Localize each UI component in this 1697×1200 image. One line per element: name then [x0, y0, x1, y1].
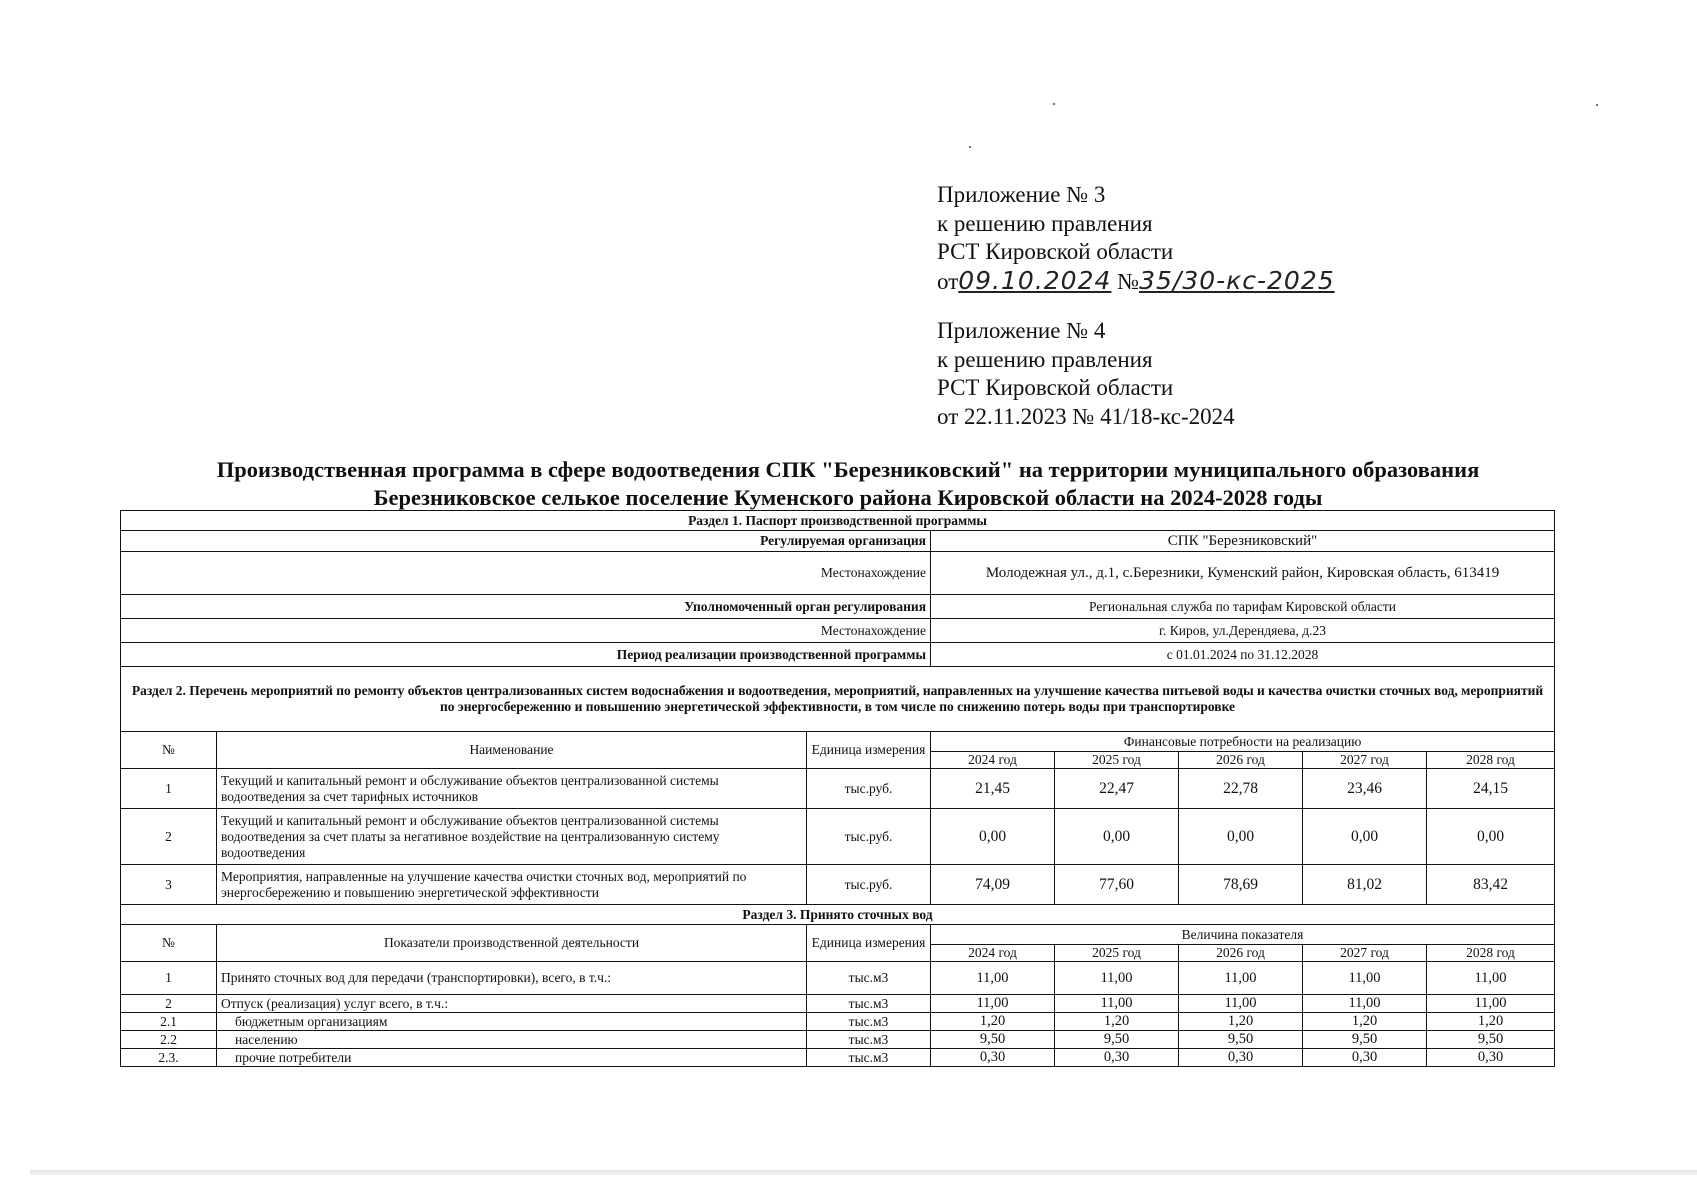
section-3-heading: Раздел 3. Принято сточных вод: [121, 905, 1555, 925]
indicator-name: Принято сточных вод для передачи (транспортировки), всего, в т.ч.:: [217, 962, 807, 995]
measure-value: 83,42: [1427, 865, 1555, 905]
year-header: 2027 год: [1303, 945, 1427, 962]
indicator-name: населению: [217, 1031, 807, 1049]
indicator-number: 2.1: [121, 1013, 217, 1031]
indicator-value: 11,00: [1303, 995, 1427, 1013]
indicator-value: 11,00: [1055, 962, 1179, 995]
title-line-1: Производственная программа в сфере водоотведения СПК "Березниковский" на территории муниципального образования: [216, 457, 1480, 482]
indicator-name: прочие потребители: [217, 1049, 807, 1067]
column-name-header: Показатели производственной деятельности: [217, 925, 807, 962]
indicator-unit: тыс.м3: [807, 962, 931, 995]
column-number-header: №: [121, 732, 217, 769]
scan-speck: [1596, 104, 1598, 106]
section-1-heading-row: [121, 511, 1555, 531]
appendix-4-title: Приложение № 4: [937, 318, 1106, 343]
indicator-row: [121, 1013, 1555, 1031]
measure-value: 81,02: [1303, 865, 1427, 905]
indicator-value: 11,00: [1055, 995, 1179, 1013]
measure-unit: тыс.руб.: [807, 809, 931, 865]
year-header: 2026 год: [1179, 752, 1303, 769]
indicator-value: 9,50: [1179, 1031, 1303, 1049]
indicator-number: 2.2: [121, 1031, 217, 1049]
handwritten-date: 09.10.2024: [958, 265, 1112, 295]
year-header: 2024 год: [931, 945, 1055, 962]
appendix-3-date-line: [937, 267, 1335, 297]
section-2-heading-row: [121, 667, 1555, 732]
indicator-value: 11,00: [1427, 995, 1555, 1013]
passport-label: Период реализации производственной программы: [121, 643, 931, 667]
title-line-2: Березниковское селькое поселение Куменского района Кировской области на 2024-2028 годы: [373, 485, 1323, 510]
indicator-unit: тыс.м3: [807, 995, 931, 1013]
indicator-row: [121, 1031, 1555, 1049]
year-header: 2028 год: [1427, 752, 1555, 769]
column-name-header: Наименование: [217, 732, 807, 769]
section-3-heading-row: [121, 905, 1555, 925]
indicator-row: [121, 1049, 1555, 1067]
indicator-value: 11,00: [931, 995, 1055, 1013]
year-header: 2028 год: [1427, 945, 1555, 962]
handwritten-number: 35/30-кс-2025: [1139, 265, 1335, 295]
indicator-value: 1,20: [1303, 1013, 1427, 1031]
measure-value: 0,00: [1303, 809, 1427, 865]
measure-name: Текущий и капитальный ремонт и обслуживание объектов централизованной системы водоотведения за счет платы за негативное воздействие на централизованную систему водоотведения: [217, 809, 807, 865]
measure-value: 0,00: [931, 809, 1055, 865]
column-unit-header: Единица измерения: [807, 732, 931, 769]
measure-row: [121, 809, 1555, 865]
scan-edge: [30, 1170, 1697, 1175]
passport-label: Местонахождение: [121, 619, 931, 643]
appendix-4-block: [937, 317, 1235, 431]
scan-speck: [1053, 103, 1055, 105]
indicator-number: 2: [121, 995, 217, 1013]
passport-value: Региональная служба по тарифам Кировской области: [931, 595, 1555, 619]
indicator-value: 0,30: [931, 1049, 1055, 1067]
indicator-value: 9,50: [931, 1031, 1055, 1049]
measure-unit: тыс.руб.: [807, 865, 931, 905]
passport-value: г. Киров, ул.Дерендяева, д.23: [931, 619, 1555, 643]
year-header: 2025 год: [1055, 752, 1179, 769]
measure-name: Мероприятия, направленные на улучшение качества очистки сточных вод, мероприятий по энергосбережению и повышению энергетической эффективности: [217, 865, 807, 905]
indicator-value: 1,20: [1427, 1013, 1555, 1031]
indicator-number: 2.3.: [121, 1049, 217, 1067]
indicator-unit: тыс.м3: [807, 1013, 931, 1031]
indicator-unit: тыс.м3: [807, 1031, 931, 1049]
measure-number: 3: [121, 865, 217, 905]
indicator-value: 0,30: [1427, 1049, 1555, 1067]
program-table: [120, 510, 1555, 1067]
section-2-header-row: [121, 732, 1555, 752]
indicator-row: [121, 995, 1555, 1013]
indicator-value: 0,30: [1303, 1049, 1427, 1067]
passport-label: Местонахождение: [121, 552, 931, 595]
year-header: 2026 год: [1179, 945, 1303, 962]
column-number-header: №: [121, 925, 217, 962]
passport-value: Молодежная ул., д.1, с.Березники, Куменский район, Кировская область, 613419: [931, 552, 1555, 595]
measure-value: 21,45: [931, 769, 1055, 809]
column-group-header: Величина показателя: [931, 925, 1555, 945]
column-group-header: Финансовые потребности на реализацию: [931, 732, 1555, 752]
measure-value: 74,09: [931, 865, 1055, 905]
indicator-value: 11,00: [1427, 962, 1555, 995]
section-3-header-row: [121, 925, 1555, 945]
passport-label: Регулируемая организация: [121, 531, 931, 552]
indicator-value: 1,20: [1055, 1013, 1179, 1031]
appendix-3-number-sign: №: [1117, 268, 1140, 294]
year-header: 2024 год: [931, 752, 1055, 769]
passport-row: [121, 552, 1555, 595]
passport-row: [121, 595, 1555, 619]
measure-value: 23,46: [1303, 769, 1427, 809]
measure-row: [121, 769, 1555, 809]
indicator-value: 1,20: [1179, 1013, 1303, 1031]
measure-value: 0,00: [1179, 809, 1303, 865]
indicator-row: [121, 962, 1555, 995]
indicator-name: Отпуск (реализация) услуг всего, в т.ч.:: [217, 995, 807, 1013]
measure-value: 24,15: [1427, 769, 1555, 809]
appendix-4-decision: к решению правления: [937, 346, 1153, 372]
measure-number: 1: [121, 769, 217, 809]
indicator-value: 0,30: [1055, 1049, 1179, 1067]
column-unit-header: Единица измерения: [807, 925, 931, 962]
passport-label: Уполномоченный орган регулирования: [121, 595, 931, 619]
indicator-value: 0,30: [1179, 1049, 1303, 1067]
appendix-3-from: от: [937, 268, 959, 294]
measure-unit: тыс.руб.: [807, 769, 931, 809]
section-1-heading: Раздел 1. Паспорт производственной программы: [121, 511, 1555, 531]
indicator-value: 11,00: [1179, 995, 1303, 1013]
indicator-unit: тыс.м3: [807, 1049, 931, 1067]
measure-row: [121, 865, 1555, 905]
appendix-4-authority: РСТ Кировской области: [937, 375, 1174, 400]
appendix-3-decision: к решению правления: [937, 210, 1153, 236]
appendix-4-date-number: от 22.11.2023 № 41/18-кс-2024: [937, 403, 1235, 429]
measure-value: 22,47: [1055, 769, 1179, 809]
passport-row: [121, 619, 1555, 643]
measure-name: Текущий и капитальный ремонт и обслуживание объектов централизованной системы водоотведения за счет тарифных источников: [217, 769, 807, 809]
indicator-value: 11,00: [931, 962, 1055, 995]
passport-row: [121, 531, 1555, 552]
appendix-3-authority: РСТ Кировской области: [937, 239, 1174, 264]
passport-value: с 01.01.2024 по 31.12.2028: [931, 643, 1555, 667]
measure-value: 77,60: [1055, 865, 1179, 905]
section-2-heading: Раздел 2. Перечень мероприятий по ремонту объектов централизованных систем водоснабжения и водоотведения, мероприятий, направленных на улучшение качества питьевой воды и качества очистки сточных вод, мероприятий по энергосбережению и повышению энергетической эффективности, в том числе по снижению потерь воды при транспортировке: [121, 667, 1555, 732]
passport-value: СПК "Березниковский": [931, 531, 1555, 552]
measure-number: 2: [121, 809, 217, 865]
measure-value: 0,00: [1427, 809, 1555, 865]
year-header: 2025 год: [1055, 945, 1179, 962]
indicator-name: бюджетным организациям: [217, 1013, 807, 1031]
measure-value: 78,69: [1179, 865, 1303, 905]
appendix-3-block: [937, 181, 1335, 296]
document-title: [90, 456, 1606, 512]
appendix-3-title: Приложение № 3: [937, 182, 1106, 207]
indicator-value: 1,20: [931, 1013, 1055, 1031]
indicator-value: 11,00: [1303, 962, 1427, 995]
indicator-value: 9,50: [1427, 1031, 1555, 1049]
indicator-value: 9,50: [1303, 1031, 1427, 1049]
scan-speck: [969, 146, 971, 148]
measure-value: 22,78: [1179, 769, 1303, 809]
indicator-value: 11,00: [1179, 962, 1303, 995]
measure-value: 0,00: [1055, 809, 1179, 865]
program-table-body: [121, 511, 1555, 1067]
indicator-value: 9,50: [1055, 1031, 1179, 1049]
year-header: 2027 год: [1303, 752, 1427, 769]
passport-row: [121, 643, 1555, 667]
indicator-number: 1: [121, 962, 217, 995]
